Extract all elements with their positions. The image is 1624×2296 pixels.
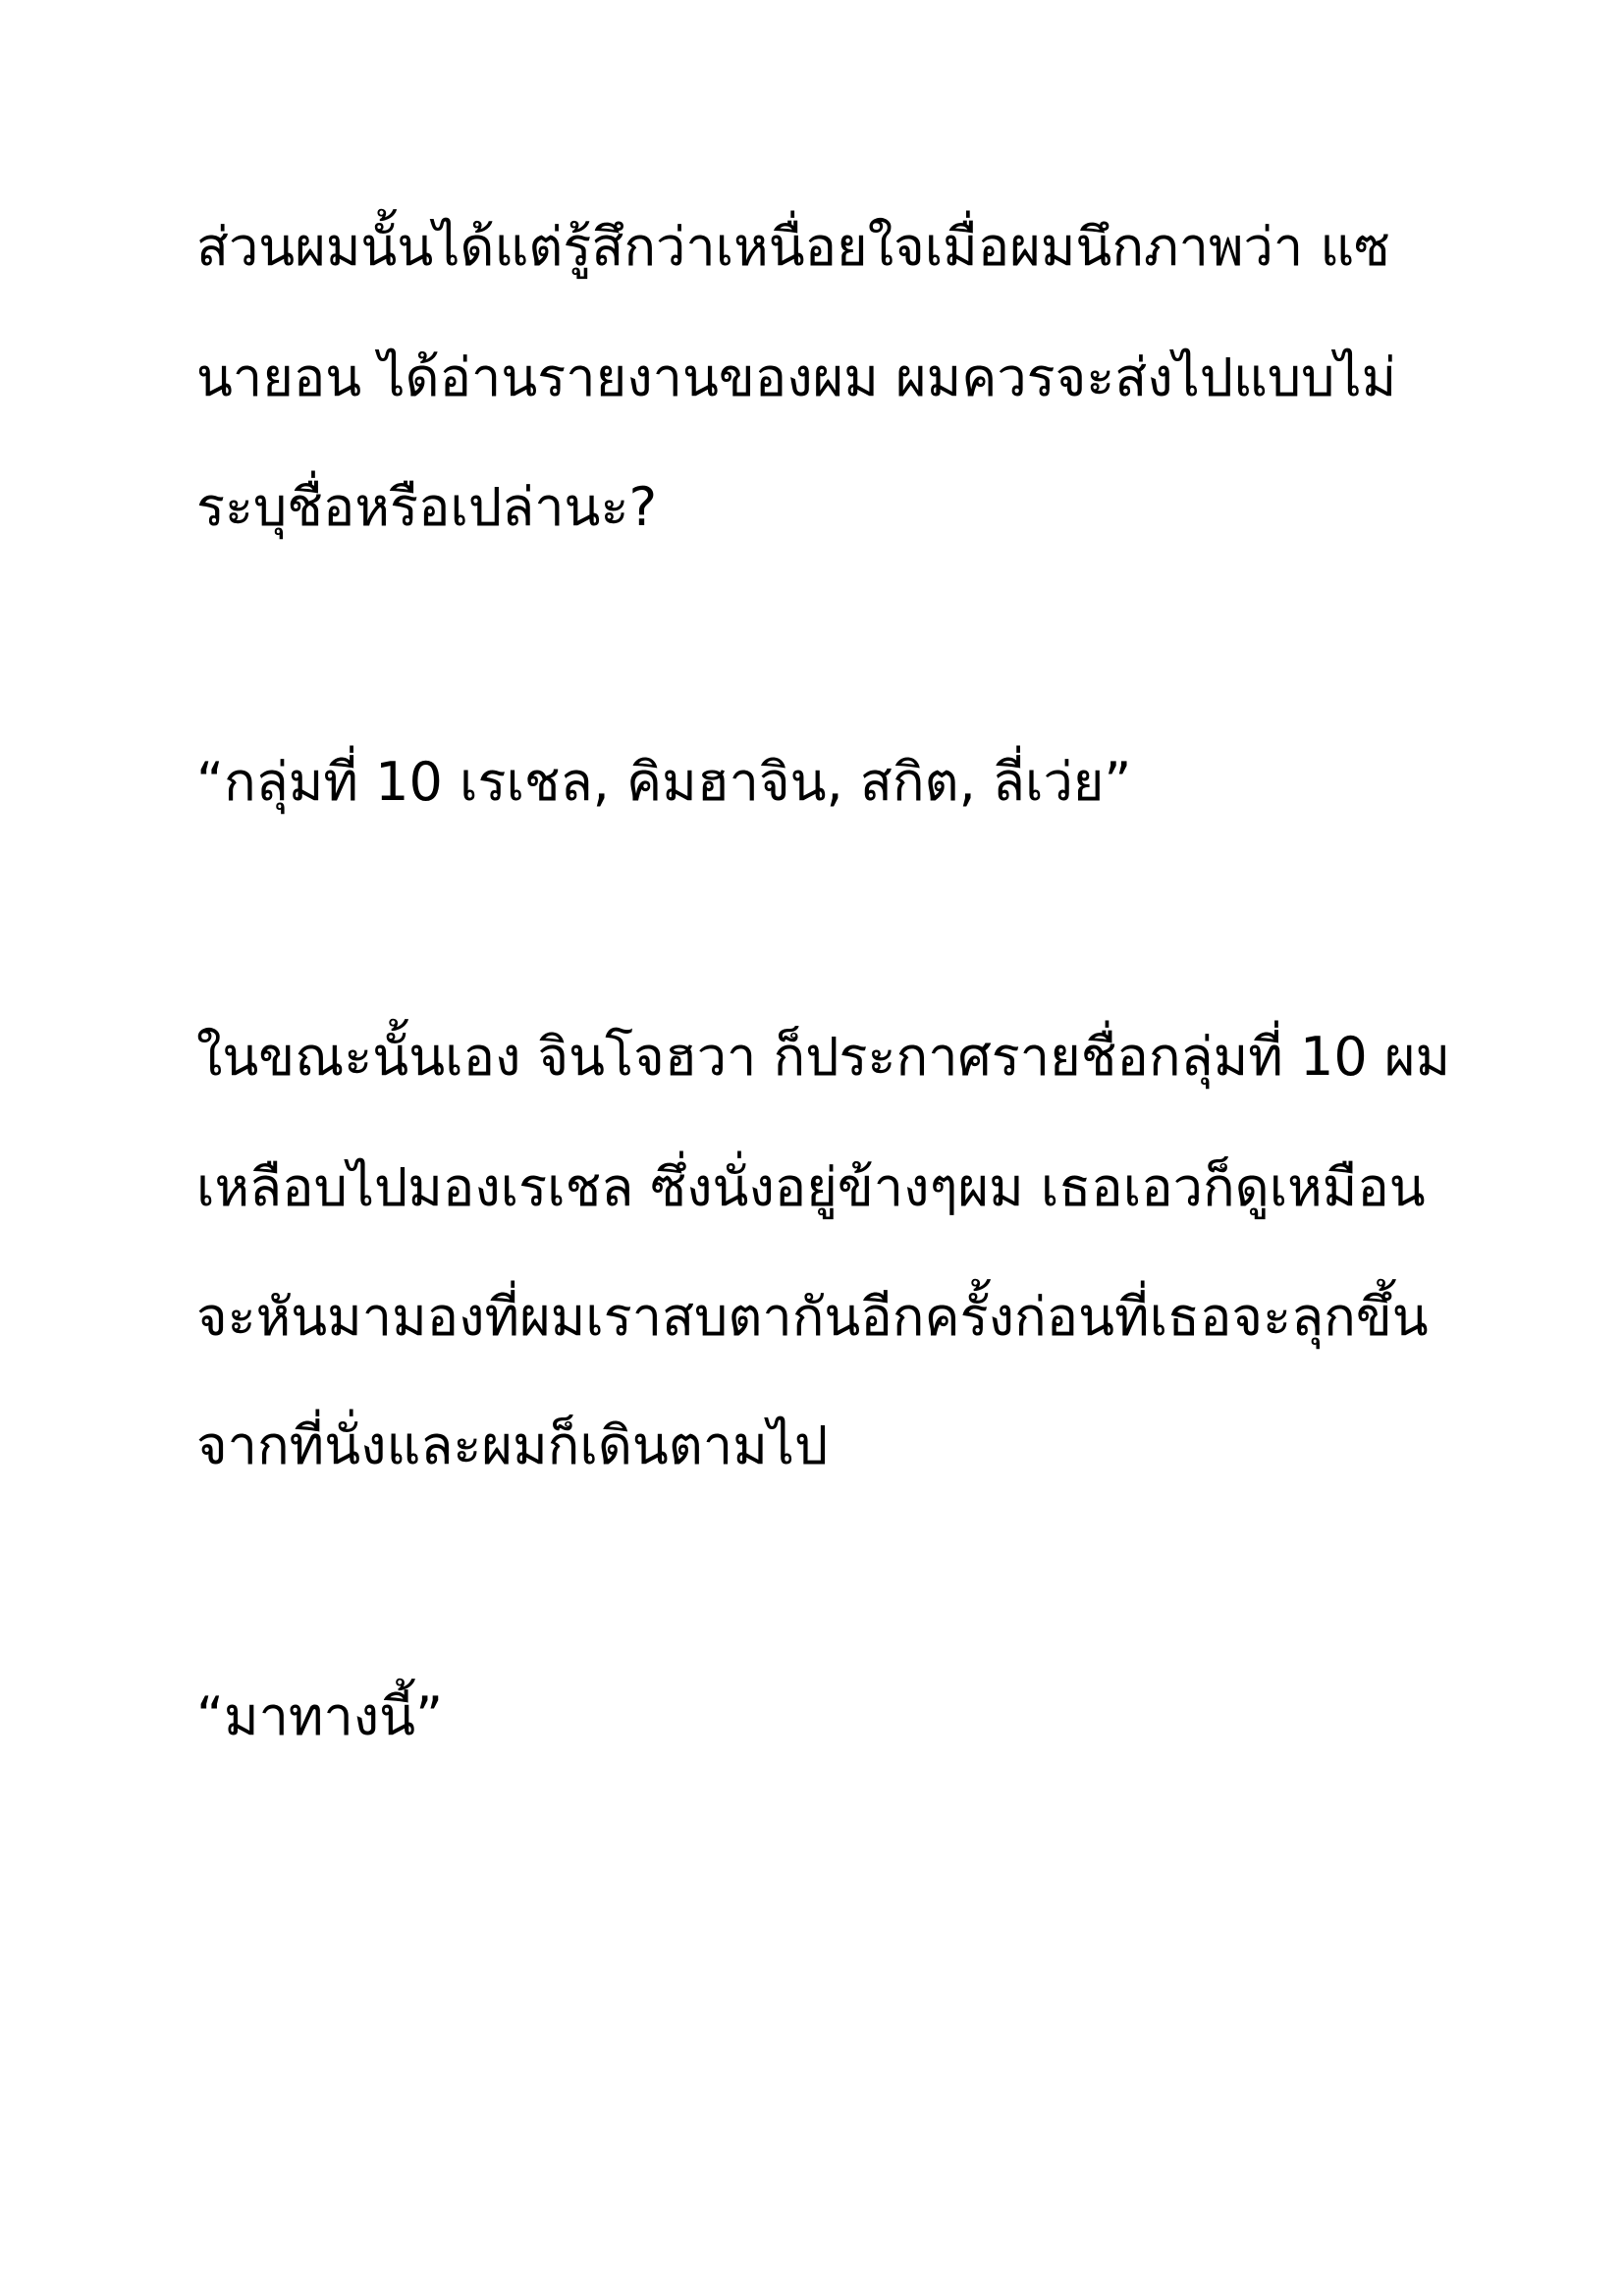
text-line: ระบุชื่อหรือเปล่านะ? bbox=[196, 476, 658, 538]
text-line: เหลือบไปมองเรเชล ซึ่งนั่งอยู่ข้างๆผม เธอเอวก็ดูเหมือน bbox=[196, 1156, 1426, 1218]
text-line: “มาทางนี้” bbox=[196, 1685, 444, 1747]
text-line: ส่วนผมนั้นได้แต่รู้สึกว่าเหนื่อยใจเมื่อผมนึกภาพว่า แซ bbox=[196, 216, 1390, 278]
text-line: ในขณะนั้นเอง จินโจฮวา ก็ประกาศรายชื่อกลุ่มที่ 10 ผม bbox=[196, 1026, 1451, 1088]
text-line: จากที่นั่งและผมก็เดินตามไป bbox=[196, 1415, 829, 1476]
text-line: “กลุ่มที่ 10 เรเชล, คิมฮาจิน, สกิต, ลี่เว่ย” bbox=[196, 751, 1132, 813]
text-line: นายอน ได้อ่านรายงานของผม ผมควรจะส่งไปแบบไม่ bbox=[196, 347, 1397, 408]
text-line: จะหันมามองที่ผมเราสบตากันอีกครั้งก่อนที่เธอจะลุกขึ้น bbox=[196, 1286, 1429, 1348]
